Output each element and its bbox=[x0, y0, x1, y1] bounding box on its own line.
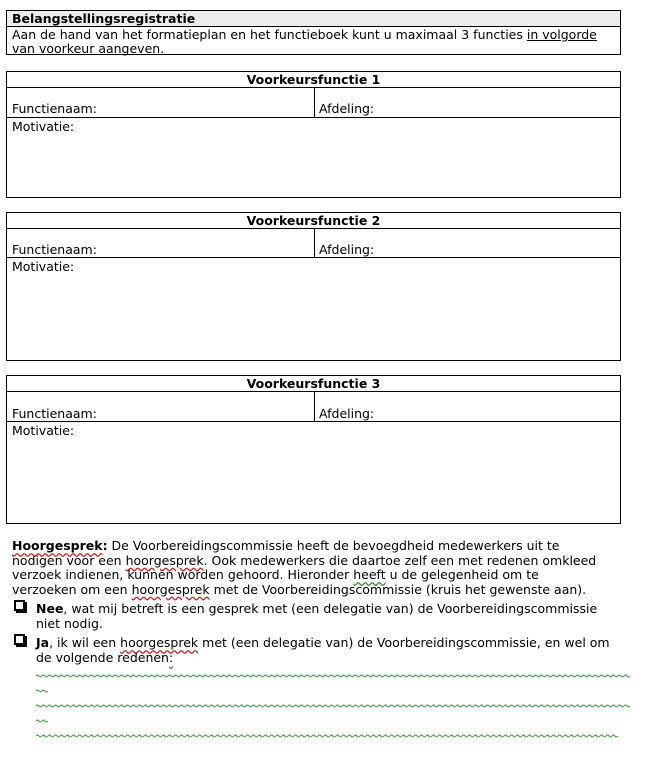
preference-name-cell[interactable] bbox=[7, 88, 315, 118]
department-label: Afdeling: bbox=[319, 406, 375, 421]
preference-block-3 bbox=[6, 375, 621, 524]
preference-title: Voorkeursfunctie 2 bbox=[7, 213, 620, 229]
reason-line-1[interactable] bbox=[36, 674, 630, 678]
department-label: Afdeling: bbox=[319, 101, 375, 116]
preference-name-cell[interactable] bbox=[7, 392, 315, 422]
motivation-area[interactable] bbox=[7, 422, 620, 523]
reason-line-3[interactable] bbox=[36, 734, 630, 738]
motivation-area[interactable] bbox=[7, 118, 620, 197]
function-name-label: Functienaam: bbox=[12, 406, 97, 421]
reason-line-mark-1 bbox=[36, 689, 48, 693]
reason-line-mark-2 bbox=[36, 719, 48, 723]
option-no-text: Nee, wat mij betreft is een gesprek met (een delegatie van) de Voorbereidingscommissie niet nodig. bbox=[36, 601, 598, 631]
function-name-label: Functienaam: bbox=[12, 101, 97, 116]
registration-title: Belangstellingsregistratie bbox=[7, 11, 620, 27]
preference-title: Voorkeursfunctie 1 bbox=[7, 72, 620, 88]
registration-header bbox=[6, 10, 621, 55]
checkbox-no[interactable] bbox=[14, 600, 25, 611]
preference-title: Voorkeursfunctie 3 bbox=[7, 376, 620, 392]
hearing-paragraph: Hoorgesprek: De Voorbereidingscommissie heeft de bevoegdheid medewerkers uit te nodigen voor een hoorgesprek. Ook medewerkers die daartoe zelf een met redenen omkleed verzoek indienen, kunnen worden gehoord. Hieronder heeft u de gelegenheid om te verzoeken om een hoorgesprek met de Voorbereidingscommissie (kruis het gewenste aan). bbox=[12, 538, 597, 597]
motivation-label: Motivatie: bbox=[12, 119, 75, 134]
registration-intro: Aan de hand van het formatieplan en het functieboek kunt u maximaal 3 functies in volgorde van voorkeur aangeven. bbox=[12, 27, 597, 56]
motivation-label: Motivatie: bbox=[12, 423, 75, 438]
motivation-label: Motivatie: bbox=[12, 259, 75, 274]
preference-block-2 bbox=[6, 212, 621, 361]
preference-dept-cell[interactable] bbox=[315, 88, 620, 118]
department-label: Afdeling: bbox=[319, 242, 375, 257]
preference-dept-cell[interactable] bbox=[315, 229, 620, 258]
motivation-area[interactable] bbox=[7, 258, 620, 360]
checkbox-yes[interactable] bbox=[14, 634, 25, 645]
hearing-label: Hoorgesprek bbox=[12, 538, 103, 553]
reason-line-2[interactable] bbox=[36, 704, 630, 708]
preference-dept-cell[interactable] bbox=[315, 392, 620, 422]
function-name-label: Functienaam: bbox=[12, 242, 97, 257]
preference-name-cell[interactable] bbox=[7, 229, 315, 258]
option-yes-text: Ja, ik wil een hoorgesprek met (een delegatie van) de Voorbereidingscommissie, en wel om de volgende redenen: bbox=[36, 635, 610, 665]
preference-block-1 bbox=[6, 71, 621, 198]
